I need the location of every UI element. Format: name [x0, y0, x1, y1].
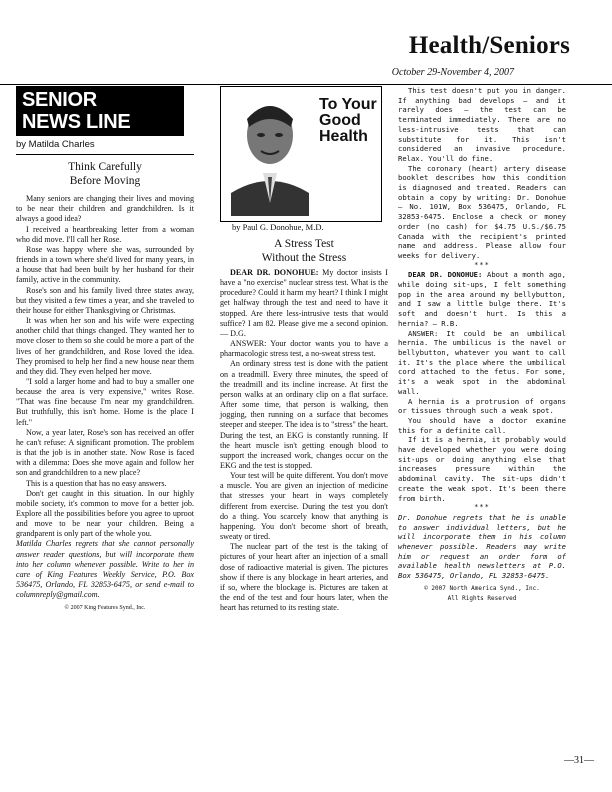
- answer-1-paragraph: ANSWER: Your doctor wants you to have a pharmacologic stress test, a no-sweat stress test.: [220, 339, 388, 359]
- answer-1-paragraph: Your test will be quite different. You don't move a muscle. You are given an injection of medicine that stresses your heart in ways completely different from exercise. During the test you don't do a thing. You scarcely know that anything is happening. You don't become short of breath, sweaty or tired.: [220, 471, 388, 542]
- answer-2-paragraph: ANSWER: It could be an umbilical hernia. The umbilicus is the navel or bellybutton, whatever you want to call it. It's the place where the umbilical cord attached to the fetus. For some, it's a weak spot in the abdominal wall.: [398, 328, 566, 396]
- letter-1-body: My doctor insists I have a "no exercise" nuclear stress test. What is the procedure? Could it harm my heart? I think I might get halfway through the test and need to have it stopped. Are there less-intrusive tests that would suffice? I am 82. Please give me a second opinion. — D.G.: [220, 268, 388, 338]
- header-rule: [0, 84, 612, 85]
- senior-copyright: © 2007 King Features Synd., Inc.: [64, 605, 146, 612]
- senior-byline: by Matilda Charles: [16, 139, 95, 150]
- page-number: —31—: [564, 755, 594, 766]
- senior-paragraph: I received a heartbreaking letter from a woman who did move. I'll call her Rose.: [16, 224, 194, 244]
- doctor-copyright-line-1: © 2007 North America Synd., Inc.: [424, 584, 540, 592]
- answer-2-paragraph: A hernia is a protrusion of organs or tissues through such a weak spot.: [398, 396, 566, 416]
- doctor-column-part-1: [220, 268, 388, 613]
- senior-headline-line-1: Think Carefully: [68, 161, 142, 174]
- senior-headline: [16, 161, 194, 188]
- letter-1-lead: DEAR DR. DONOHUE:: [230, 268, 319, 277]
- answer-2-paragraph: You should have a doctor examine this for a definite call.: [398, 415, 566, 435]
- senior-paragraph: This is a question that has no easy answers.: [26, 478, 167, 488]
- senior-paragraph: It was when her son and his wife were expecting another child that things changed. They wanted her to move closer to them so she could be more a part of the lives of her grandchildren, and Rose loved the idea. They promised to help her find a new house near them and they did. They even helped her move.: [16, 316, 194, 376]
- answer-1-paragraph: The nuclear part of the test is the taking of pictures of your heart after an injection of a small dose of radioactive material is given. The pictures show if there is any blockage in heart arteries, and if so, where the blockage is. Pictures are taken at the end of the test and four hours later, when the heart has returned to its resting state.: [220, 542, 388, 613]
- senior-news-line-column: [16, 86, 194, 614]
- letter-2: [398, 270, 566, 328]
- doctor-portrait-image: [227, 91, 313, 216]
- doctor-headline-line-2: Without the Stress: [261, 251, 347, 264]
- senior-paragraph: Rose was happy where she was, surrounded by friends in a town where she'd lived for many years, in a house that had been built by her husband for their family, active in the community.: [16, 244, 194, 285]
- section-separator: ***: [474, 503, 490, 512]
- answer-1-paragraph: An ordinary stress test is done with the patient on a treadmill. Every three minutes, the speed of the treadmill and its incline increase. At first the person walks at an ordinary clip on a flat surface. After some time, that person is walking, then jogging, then running on a surface that becomes steeper and steeper. The idea is to "stress" the heart. During the test, an EKG is constantly running. If the heart muscle isn't getting enough blood to support the increased work, changes occur on the EKG and the test is stopped.: [220, 359, 388, 470]
- letter-2-lead: DEAR DR. DONOHUE:: [408, 270, 483, 280]
- answer-1-paragraph: The coronary (heart) artery disease booklet describes how this condition is diagnosed and treated. Readers can obtain a copy by writing: Dr. Donohue — No. 101W, Box 536475, Orlando, FL 32853-6475. Enclose a check or money order (no cash) for $4.75 U.S./$6.75 Canada with the recipient's printed name and address. Please allow four weeks for delivery.: [398, 163, 566, 260]
- doctor-copyright-line-2: All Rights Reserved: [447, 594, 517, 602]
- doctor-headline-line-1: A Stress Test: [274, 238, 334, 250]
- senior-reader-note: Matilda Charles regrets that she cannot personally answer reader questions, but will incorporate them into her column whenever possible. Write to her in care of King Features Weekly Service, P.O. Box 536475, Orlando, FL 32853-6475, or send e-mail to columnreply@gmail.com.: [16, 539, 194, 600]
- banner-line-1: SENIOR: [22, 89, 97, 111]
- section-title: Health/Seniors: [408, 32, 570, 59]
- doctor-headline: [220, 238, 388, 265]
- doctor-reader-note: Dr. Donohue regrets that he is unable to answer individual letters, but he will incorporate them in his column whenever possible. Readers may write him or request an order form of available health newsletters at P.O. Box 536475, Orlando, FL 32853-6475.: [398, 512, 566, 581]
- logo-line-2: Good: [319, 112, 361, 129]
- letter-2-body: About a month ago, while doing sit-ups, I felt something pop in the area around my bellybutton, and I saw a little bulge there. It's soft and doesn't hurt. Is this a hernia? — R.B.: [398, 270, 567, 328]
- senior-paragraph: Now, a year later, Rose's son has received an offer he can't refuse: A significant promotion. The problem is that the job is in another state. Now Rose is faced with a dilemma: Does she move again and follow her son and grandchildren to a new place?: [16, 427, 194, 478]
- section-separator: ***: [474, 260, 490, 269]
- senior-paragraph: Rose's son and his family lived three states away, but they visited a few times a year, and she traveled to their house for either Thanksgiving or Christmas.: [16, 285, 194, 315]
- doctor-column-header-box: [220, 86, 382, 222]
- answer-2-paragraph: If it is a hernia, it probably would have developed whether you were doing sit-ups or doing anything else that increases pressure within the abdominal cavity. The sit-ups didn't create the weak spot. It's been there from birth.: [398, 435, 566, 503]
- doctor-byline: by Paul G. Donohue, M.D.: [232, 222, 324, 232]
- senior-paragraph: "I sold a larger home and had to buy a smaller one because the area is very expensive," writes Rose. "That was fine because I'm near my grandchildren. But truthfully, this isn't home. Home is the place I left.": [16, 376, 194, 427]
- senior-news-line-banner: [16, 86, 184, 136]
- byline-rule: [16, 154, 194, 155]
- answer-1-paragraph: This test doesn't put you in danger. If anything bad develops — and it rarely does — the test can be terminated immediately. There are no less-intrusive tests that can substitute for it. This isn't considered an invasive procedure. Relax. You'll do fine.: [398, 86, 566, 163]
- senior-headline-line-2: Before Moving: [69, 174, 141, 187]
- banner-line-2: NEWS LINE: [22, 111, 131, 133]
- issue-date: October 29-November 4, 2007: [391, 67, 514, 78]
- senior-paragraph: Don't get caught in this situation. In our highly mobile society, it's common to move for a better job. Explore all the possibilities before you agree to uproot and move to be near your children. Being a grandparent is only part of the whole you.: [16, 488, 194, 539]
- senior-paragraph: Many seniors are changing their lives and moving to be near their children and grandchildren. Is it always a good idea?: [16, 194, 194, 224]
- doctor-column-part-2: [398, 86, 566, 603]
- letter-1: [220, 268, 388, 339]
- logo-line-3: Health: [319, 128, 368, 145]
- to-your-good-health-logo: [319, 97, 379, 145]
- logo-line-1: To Your: [319, 96, 377, 113]
